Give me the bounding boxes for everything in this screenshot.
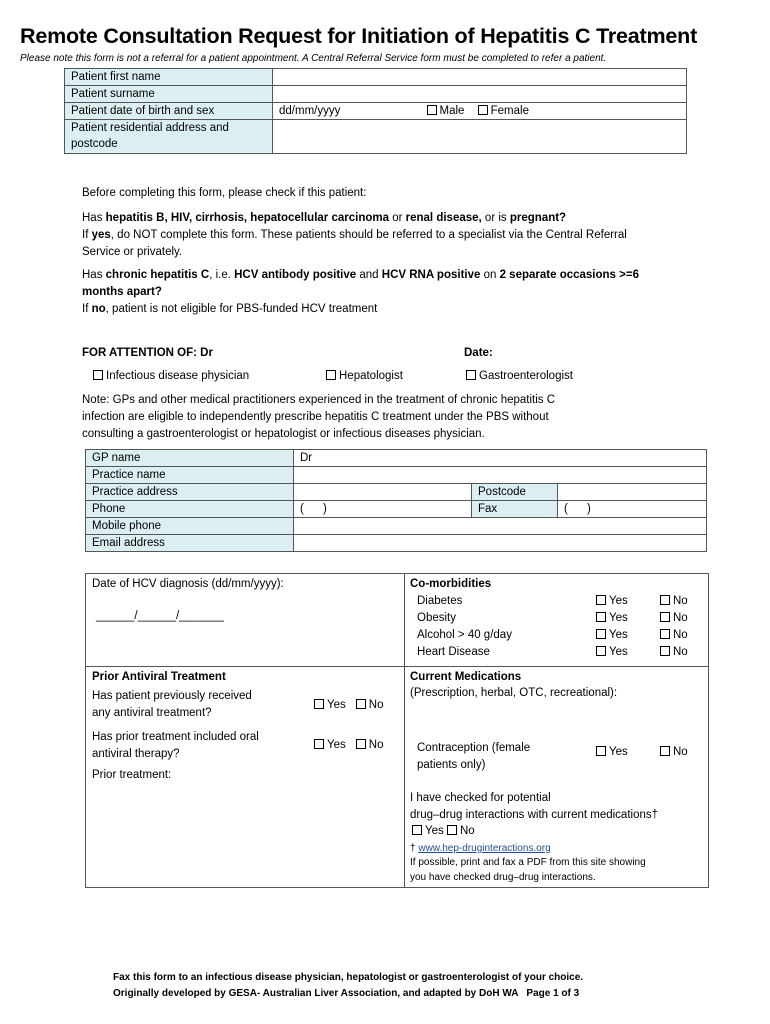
fax-label: Fax — [472, 501, 558, 518]
page-title: Remote Consultation Request for Initiation of Hepatitis C Treatment — [20, 24, 698, 48]
patient-details-table — [64, 68, 687, 154]
yes-checkbox[interactable] — [596, 629, 606, 639]
prior-treatment-label: Prior treatment: — [92, 769, 172, 781]
gp-note-line2: infection are eligible to independently prescribe hepatitis C treatment under the PBS without — [82, 411, 549, 423]
diagnosis-date-label: Date of HCV diagnosis (dd/mm/yyyy): — [92, 578, 284, 590]
gp-note-line3: consulting a gastroenterologist or hepatologist or infectious diseases physician. — [82, 428, 485, 440]
print-line1: If possible, print and fax a PDF from this site showing — [410, 857, 646, 868]
gastroenterologist-checkbox[interactable] — [466, 370, 476, 380]
no-label: No — [673, 629, 688, 641]
practice-address-field[interactable] — [294, 484, 472, 501]
q1-pregnant: pregnant? — [509, 212, 567, 224]
gp-name-field[interactable]: Dr — [294, 450, 707, 467]
mobile-field[interactable] — [294, 518, 707, 535]
patient-surname-label: Patient surname — [65, 86, 273, 103]
hepatologist-checkbox[interactable] — [326, 370, 336, 380]
yes-label: Yes — [609, 746, 628, 758]
q1-or: or — [392, 212, 403, 224]
female-label: Female — [490, 105, 529, 117]
email-field[interactable] — [294, 535, 707, 552]
patient-dob-sex-label: Patient date of birth and sex — [65, 103, 273, 120]
gp-note — [82, 392, 722, 443]
q2-and: and — [359, 269, 379, 281]
no-checkbox[interactable] — [660, 629, 670, 639]
no-checkbox[interactable] — [356, 739, 366, 749]
q2-ie: , i.e. — [209, 269, 231, 281]
practice-address-label: Practice address — [86, 484, 294, 501]
footer-fax-instruction: Fax this form to an infectious disease physician, hepatologist or gastroenterologist of your choice. — [113, 972, 584, 983]
interactions-line2: drug–drug interactions with current medications† — [410, 809, 659, 821]
contraception-label — [417, 740, 530, 774]
current-medications-subtitle: (Prescription, herbal, OTC, recreational): — [410, 687, 618, 699]
eligibility-section — [82, 185, 722, 318]
male-checkbox[interactable] — [427, 105, 437, 115]
yes-checkbox[interactable] — [596, 646, 606, 656]
phone-field[interactable]: ( ) — [294, 501, 472, 518]
contraception-line1: Contraception (female — [417, 742, 531, 754]
no-label: No — [459, 825, 475, 837]
hep-druginteractions-link[interactable]: www.hep-druginteractions.org — [418, 843, 551, 854]
current-medications-title: Current Medications — [410, 671, 522, 683]
practice-name-field[interactable] — [294, 467, 707, 484]
prior-q1-line1: Has patient previously received — [92, 690, 252, 702]
yes-checkbox[interactable] — [596, 612, 606, 622]
hepatologist-label: Hepatologist — [339, 370, 403, 382]
comorbidities-list — [417, 593, 707, 661]
print-instruction — [410, 855, 646, 885]
gastroenterologist-label: Gastroenterologist — [479, 370, 573, 382]
yes-checkbox[interactable] — [596, 595, 606, 605]
prior-q2-options — [314, 737, 383, 754]
patient-address-label — [65, 120, 273, 154]
no-if: If — [82, 303, 89, 315]
comorbidity-row — [417, 593, 707, 610]
prior-question-2 — [92, 729, 259, 763]
yes-word: yes — [91, 229, 111, 241]
exclusion-question — [82, 210, 722, 227]
gp-name-label: GP name — [86, 450, 294, 467]
no-word: no — [91, 303, 106, 315]
option-gastroenterologist[interactable] — [466, 368, 573, 385]
no-rest: , patient is not eligible for PBS-funded HCV treatment — [105, 303, 378, 315]
comorbidity-name: Alcohol > 40 g/day — [417, 629, 512, 641]
yes-label: Yes — [425, 825, 444, 837]
prior-q2-line2: antiviral therapy? — [92, 748, 180, 760]
comorbidity-row — [417, 610, 707, 627]
phone-label: Phone — [86, 501, 294, 518]
male-label: Male — [439, 105, 465, 117]
q1-text: Has — [82, 212, 103, 224]
patient-surname-field[interactable] — [273, 86, 687, 103]
yes-label: Yes — [609, 595, 628, 607]
yes-label: Yes — [609, 629, 628, 641]
referral-note: Please note this form is not a referral for a patient appointment. A Central Referral Service form must be completed to refer a patient. — [20, 53, 607, 64]
no-checkbox[interactable] — [660, 595, 670, 605]
no-checkbox[interactable] — [660, 746, 670, 756]
comorbidity-name: Heart Disease — [417, 646, 490, 658]
yes-checkbox[interactable] — [412, 825, 422, 835]
yes-rest2: Service or privately. — [82, 246, 183, 258]
practice-name-label: Practice name — [86, 467, 294, 484]
interactions-options — [412, 823, 475, 840]
q2-has: Has — [82, 269, 103, 281]
diagnosis-date-field[interactable]: ______/______/_______ — [96, 610, 224, 622]
no-checkbox[interactable] — [447, 825, 457, 835]
no-label: No — [673, 746, 688, 758]
eligibility-intro: Before completing this form, please check if this patient: — [82, 187, 367, 199]
prior-q1-line2: any antiviral treatment? — [92, 707, 212, 719]
q2-rna: HCV RNA positive — [381, 269, 481, 281]
comorbidity-row — [417, 644, 707, 661]
no-label: No — [673, 595, 688, 607]
interactions-line1: I have checked for potential — [410, 792, 551, 804]
yes-label: Yes — [609, 646, 628, 658]
yes-checkbox[interactable] — [314, 739, 324, 749]
gp-note-line1: Note: GPs and other medical practitioners experienced in the treatment of chronic hepatitis C — [82, 394, 556, 406]
no-label: No — [673, 612, 688, 624]
yes-label: Yes — [327, 699, 346, 711]
dagger-mark: † — [410, 843, 416, 854]
q2-months: months apart? — [82, 286, 162, 298]
no-checkbox[interactable] — [660, 646, 670, 656]
exclusion-instruction — [82, 227, 722, 261]
dob-placeholder: dd/mm/yyyy — [279, 105, 341, 117]
prior-q2-line1: Has prior treatment included oral — [92, 731, 259, 743]
patient-first-name-label: Patient first name — [65, 69, 273, 86]
yes-rest1: , do NOT complete this form. These patients should be referred to a specialist via the Central Referral — [110, 229, 627, 241]
q2-on: on — [483, 269, 497, 281]
email-label: Email address — [86, 535, 294, 552]
column-divider — [404, 574, 405, 887]
q2-chc: chronic hepatitis C — [105, 269, 210, 281]
address-label-line2: postcode — [71, 138, 118, 150]
no-label: No — [368, 739, 384, 751]
patient-address-field[interactable] — [273, 120, 687, 154]
patient-first-name-field[interactable] — [273, 69, 687, 86]
interactions-check — [410, 790, 658, 824]
contraception-yes — [596, 744, 628, 761]
contraception-no — [660, 744, 688, 761]
date-label: Date: — [464, 347, 493, 359]
comorbidity-name: Obesity — [417, 612, 456, 624]
postcode-label: Postcode — [472, 484, 558, 501]
yes-checkbox[interactable] — [314, 699, 324, 709]
yes-label: Yes — [609, 612, 628, 624]
interactions-link-line — [410, 841, 551, 856]
footer-credits: Originally developed by GESA- Australian Liver Association, and adapted by DoH WA Page 1 of 3 — [113, 988, 580, 999]
ineligible-instruction — [82, 301, 722, 318]
prior-question-1 — [92, 688, 252, 722]
q2-occasions: 2 separate occasions >=6 — [499, 269, 639, 281]
clinical-details-box — [85, 573, 709, 888]
yes-label: Yes — [327, 739, 346, 751]
print-line2: you have checked drug–drug interactions. — [410, 872, 596, 883]
postcode-field[interactable] — [558, 484, 707, 501]
q2-antibody: HCV antibody positive — [234, 269, 357, 281]
address-label-line1: Patient residential address and — [71, 122, 229, 134]
yes-checkbox[interactable] — [596, 746, 606, 756]
contraception-line2: patients only) — [417, 759, 486, 771]
yes-if: If — [82, 229, 89, 241]
comorbidity-name: Diabetes — [417, 595, 463, 607]
fax-field[interactable]: ( ) — [558, 501, 707, 518]
prior-q1-options — [314, 697, 383, 714]
prior-treatment-title: Prior Antiviral Treatment — [92, 671, 226, 683]
attention-label: FOR ATTENTION OF: Dr — [82, 347, 213, 359]
no-label: No — [673, 646, 688, 658]
no-checkbox[interactable] — [356, 699, 366, 709]
gp-details-table — [85, 449, 707, 552]
no-label: No — [368, 699, 384, 711]
row-divider — [86, 666, 708, 667]
infectious-disease-label: Infectious disease physician — [106, 370, 250, 382]
comorbidities-title: Co-morbidities — [410, 578, 492, 590]
q1-conditions: hepatitis B, HIV, cirrhosis, hepatocellular carcinoma — [105, 212, 389, 224]
infectious-disease-checkbox[interactable] — [93, 370, 103, 380]
q1-oris: or is — [484, 212, 507, 224]
option-hepatologist[interactable] — [326, 368, 403, 385]
eligibility-question — [82, 267, 722, 301]
mobile-label: Mobile phone — [86, 518, 294, 535]
patient-dob-sex-field[interactable] — [273, 103, 687, 120]
female-checkbox[interactable] — [478, 105, 488, 115]
comorbidity-row — [417, 627, 707, 644]
q1-renal: renal disease, — [405, 212, 482, 224]
no-checkbox[interactable] — [660, 612, 670, 622]
option-infectious-disease[interactable] — [93, 368, 249, 385]
